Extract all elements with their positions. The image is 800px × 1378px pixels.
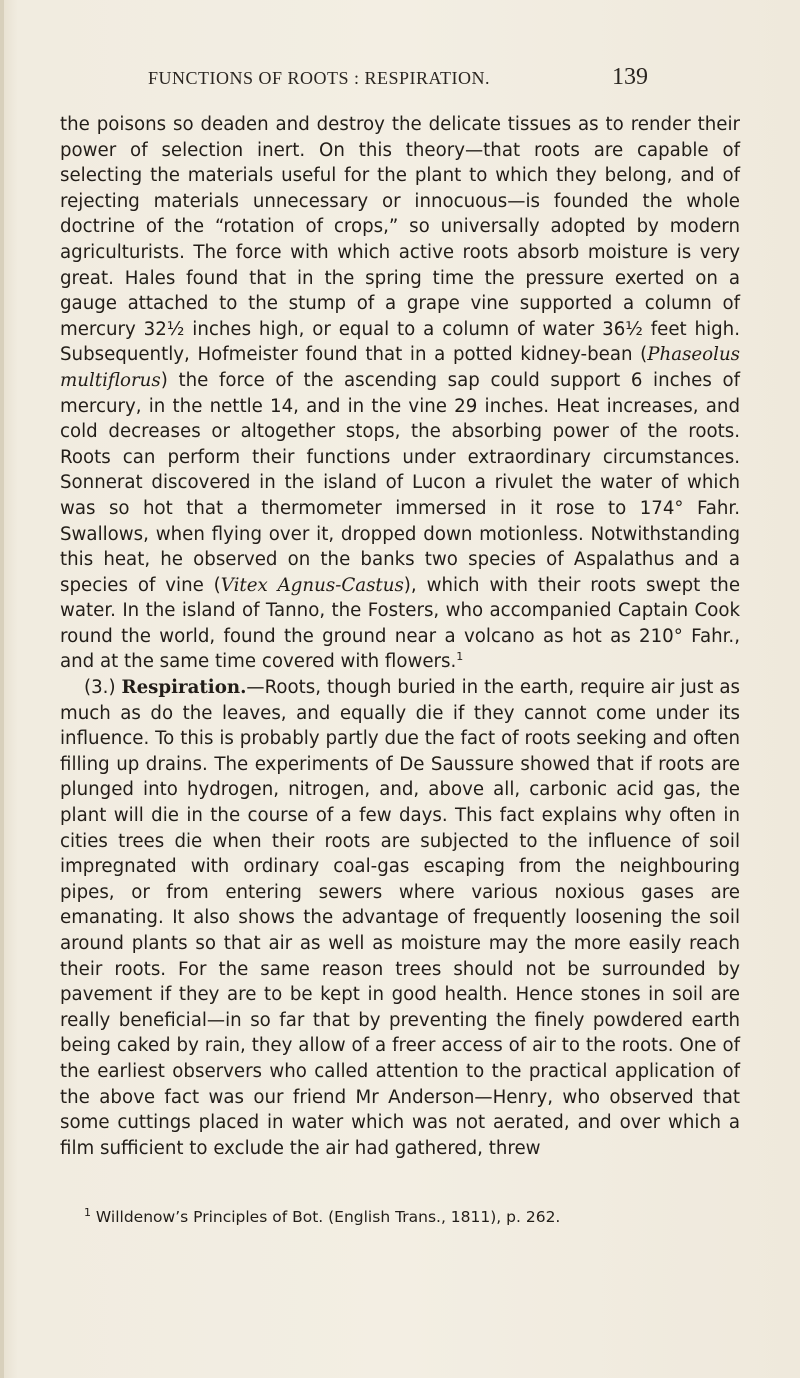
- page-number: 139: [612, 64, 648, 90]
- page-header: [148, 64, 648, 94]
- running-head: FUNCTIONS OF ROOTS : RESPIRATION.: [148, 68, 491, 88]
- paragraph-text: —Roots, though buried in the earth, require air just as much as do the leaves, and equally die if they cannot come under its influence. To this is probably partly due the fact of roots seeking and often filling up drains. The experiments of De Saussure showed that if roots are plunged into hydrogen, nitrogen, and, above all, carbonic acid gas, the plant will die in the course of a few days. This fact explains why often in cities trees die when their roots are subjected to the influence of soil impregnated with ordinary coal-gas escaping from the neighbouring pipes, or from entering sewers where various noxious gases are emanating. It also shows the advantage of frequently loosening the soil around plants so that air as well as moisture may the more easily reach their roots. For the same reason trees should not be surrounded by pavement if they are to be kept in good health. Hence stones in soil are really beneficial—in so far that by preventing the finely powdered earth being caked by rain, they allow of a freer access of air to the roots. One of the earliest observers who called attention to the practical application of the above fact was our friend Mr Anderson—Henry, who observed that some cuttings placed in water which was not aerated, and over which a film sufficient to exclude the air had gathered, threw: [60, 677, 740, 1159]
- footnote-marker: 1: [84, 1205, 91, 1219]
- paragraph-respiration: [60, 675, 740, 1161]
- footnote-text: Willdenow’s Principles of Bot. (English Trans., 1811), p. 262.: [91, 1208, 561, 1226]
- section-heading: Respiration.: [121, 677, 247, 699]
- paragraph-text: the poisons so deaden and destroy the delicate tissues as to render their power of selection inert. On this theory—that roots are capable of selecting the materials useful for the plant to which they belong, and of rejecting materials unnecessary or innocuous—is founded the whole doctrine of the “rotation of crops,” so universally adopted by modern agriculturists. The force with which active roots absorb moisture is very great. Hales found that in the spring time the pressure exerted on a gauge attached to the stump of a grape vine supported a column of mercury 32½ inches high, or equal to a column of water 36½ feet high. Subsequently, Hofmeister found that in a potted kidney-bean (: [60, 114, 740, 366]
- paragraph-text: ), which with their roots swept the water. In the island of Tanno, the Fosters, who accompanied Captain Cook round the world, found the ground near a volcano as hot as 210° Fahr., and at the same time covered with flowers.: [60, 574, 741, 673]
- paragraph-absorption: [60, 112, 740, 675]
- footnote-ref: 1: [456, 650, 464, 664]
- footnote: [84, 1207, 744, 1227]
- species-name: Phaseolus multiflorus: [60, 344, 740, 391]
- body-text: [60, 112, 740, 1161]
- species-name: Vitex Agnus-Castus: [220, 574, 404, 596]
- page-edge: [0, 0, 4, 1378]
- paragraph-text: ) the force of the ascending sap could support 6 inches of mercury, in the nettle 14, and in the vine 29 inches. Heat increases, and cold decreases or altogether stops, the absorbing power of the roots. Roots can perform their functions under extraordinary circumstances. Sonnerat discovered in the island of Lucon a rivulet the water of which was so hot that a thermometer immersed in it rose to 174° Fahr. Swallows, when flying over it, dropped down motionless. Notwithstanding this heat, he observed on the banks two species of Aspalathus and a species of vine (: [60, 369, 740, 596]
- section-number: (3.): [84, 677, 116, 699]
